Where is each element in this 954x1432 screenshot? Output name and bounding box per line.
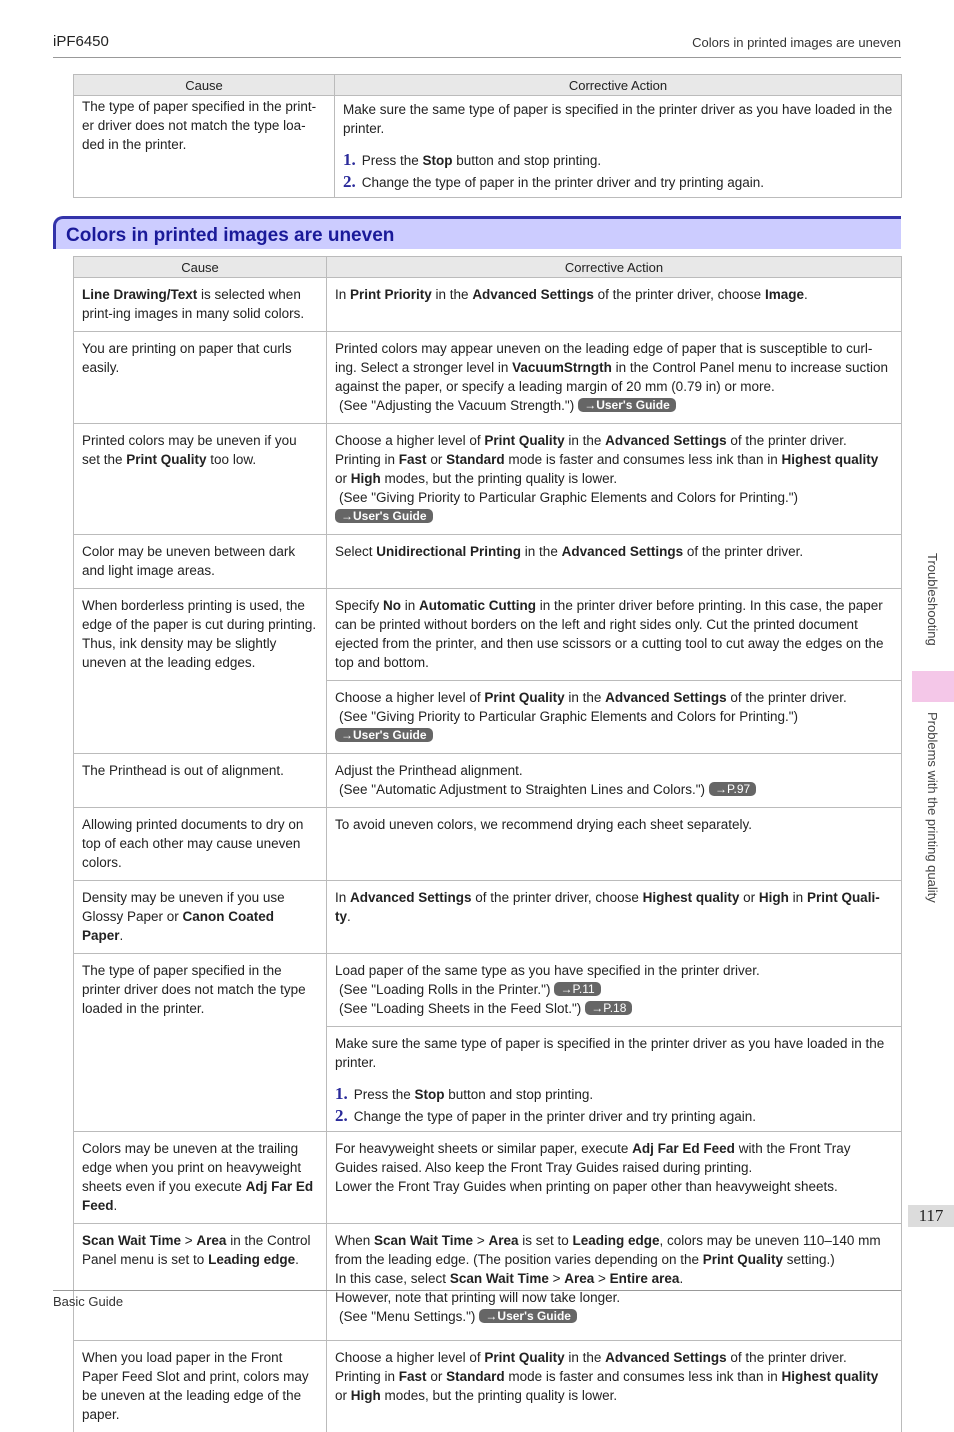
cause-action-table-1 [73,74,902,198]
cause-cell: Allowing printed documents to dry on top of each other may cause uneven colors. [74,808,327,881]
cause-cell: You are printing on paper that curls easily. [74,332,327,424]
table-row [74,589,902,681]
step-2: 2. Change the type of paper in the printer driver and try printing again. [335,1106,893,1126]
table-row [74,424,902,535]
action-cell: Adjust the Printhead alignment. (See "Automatic Adjustment to Straighten Lines and Colors.") →P.97 [327,754,902,808]
users-guide-link[interactable]: →User's Guide [335,509,433,523]
header-cause: Cause [74,257,327,278]
step-1: 1. Press the Stop button and stop printing. [335,1084,893,1104]
page-ref-link[interactable]: →P.11 [554,982,600,996]
action-cell: Specify No in Automatic Cutting in the printer driver before printing. In this case, the paper can be printed without borders on the left and right sides only. Cut the printed document ejected from the printer, and then use scissors or a cutting tool to cut away the edges on the top and bottom. [327,589,902,681]
section-title: Colors in printed images are uneven [66,225,394,247]
users-guide-link[interactable]: →User's Guide [578,398,676,412]
cause-cell: Printed colors may be uneven if you set the Print Quality too low. [74,424,327,535]
action-cell: To avoid uneven colors, we recommend drying each sheet separately. [327,808,902,881]
table-row [74,881,902,954]
side-tab-printing-quality[interactable]: Problems with the printing quality [925,712,940,903]
cause-action-table-2 [73,256,902,1432]
page-ref-link[interactable]: →P.97 [709,782,756,796]
page-number: 117 [908,1205,954,1227]
cause-cell: Line Drawing/Text is selected when print-ing images in many solid colors. [74,278,327,332]
action-cell: Printed colors may appear uneven on the leading edge of paper that is susceptible to curl-ing. Select a stronger level in VacuumStrngth in the Control Panel menu to increase suction against the paper, or specify a leading margin of 20 mm (0.79 in) or more. (See "Adjusting the Vacuum Strength.") →User's Guide [327,332,902,424]
cause-cell: The type of paper specified in the print-er driver does not match the type loa-ded in the printer. [74,96,335,198]
action-cell: Choose a higher level of Print Quality in the Advanced Settings of the printer driver. (See "Giving Priority to Particular Graphic Elements and Colors for Printing.") →User's Guide [327,681,902,754]
running-header-section: Colors in printed images are uneven [692,35,901,50]
cause-cell: Density may be uneven if you use Glossy Paper or Canon Coated Paper. [74,881,327,954]
table-row [74,954,902,1027]
action-cell: For heavyweight sheets or similar paper, execute Adj Far Ed Feed with the Front Tray Guides raised. Also keep the Front Tray Guides raised during printing. Lower the Front Tray Guides when printing on paper other than heavyweight sheets. [327,1132,902,1224]
action-cell [335,96,902,198]
step-2: 2. Change the type of paper in the printer driver and try printing again. [343,172,893,192]
table-row [74,332,902,424]
table-header-row [74,75,902,96]
action-cell: Make sure the same type of paper is specified in the printer driver as you have loaded in the printer. 1. Press the Stop button and stop printing. 2. Change the type of paper in the printer driver and try printing again. [327,1027,902,1132]
action-cell: Choose a higher level of Print Quality in the Advanced Settings of the printer driver. Printing in Fast or Standard mode is faster and consumes less ink than in Highest quality or High modes, but the printing quality is lower. [327,1341,902,1432]
table-row [74,1341,902,1432]
cause-cell: Color may be uneven between dark and light image areas. [74,535,327,589]
model-name: iPF6450 [53,33,109,50]
users-guide-link[interactable]: →User's Guide [479,1309,577,1323]
table-row [74,278,902,332]
table-row [74,754,902,808]
table-row [74,535,902,589]
table-row [74,1132,902,1224]
cause-cell: Scan Wait Time > Area in the Control Panel menu is set to Leading edge. [74,1224,327,1341]
footer-rule [53,1290,901,1291]
header-corrective-action: Corrective Action [335,75,902,96]
header-corrective-action: Corrective Action [327,257,902,278]
action-cell: When Scan Wait Time > Area is set to Leading edge, colors may be uneven 110–140 mm from the leading edge. (The position varies depending on the Print Quality setting.) In this case, select Scan Wait Time > Area > Entire area. However, note that printing will now take longer. (See "Menu Settings.") →User's Guide [327,1224,902,1341]
table-header-row [74,257,902,278]
section-heading [53,216,901,249]
header-cause: Cause [74,75,335,96]
cause-cell: The type of paper specified in the printer driver does not match the type loaded in the printer. [74,954,327,1132]
action-cell: In Print Priority in the Advanced Settings of the printer driver, choose Image. [327,278,902,332]
table-row [74,808,902,881]
table-row [74,1224,902,1341]
cause-cell: When you load paper in the Front Paper Feed Slot and print, colors may be uneven at the leading edge of the paper. [74,1341,327,1432]
cause-cell: Colors may be uneven at the trailing edge when you print on heavyweight sheets even if you execute Adj Far Ed Feed. [74,1132,327,1224]
cause-cell: The Printhead is out of alignment. [74,754,327,808]
action-cell: Choose a higher level of Print Quality in the Advanced Settings of the printer driver. Printing in Fast or Standard mode is faster and consumes less ink than in Highest quality or High modes, but the printing quality is lower. (See "Giving Priority to Particular Graphic Elements and Colors for Printing.") →User's Guide [327,424,902,535]
users-guide-link[interactable]: →User's Guide [335,728,433,742]
table-row [74,96,902,198]
side-tab-marker [912,671,954,702]
page-ref-link[interactable]: →P.18 [585,1001,632,1015]
action-cell: Select Unidirectional Printing in the Advanced Settings of the printer driver. [327,535,902,589]
action-cell: Load paper of the same type as you have specified in the printer driver. (See "Loading Rolls in the Printer.") →P.11 (See "Loading Sheets in the Feed Slot.") →P.18 [327,954,902,1027]
action-cell: In Advanced Settings of the printer driver, choose Highest quality or High in Print Quali-ty. [327,881,902,954]
header-rule [53,57,901,58]
action-text: Make sure the same type of paper is specified in the printer driver as you have loaded in the printer. [343,102,892,136]
cause-cell: When borderless printing is used, the edge of the paper is cut during printing. Thus, ink density may be slightly uneven at the leading edges. [74,589,327,754]
footer-text: Basic Guide [53,1294,123,1309]
step-1: 1. Press the Stop button and stop printing. [343,150,893,170]
side-tab-troubleshooting[interactable]: Troubleshooting [925,553,940,646]
